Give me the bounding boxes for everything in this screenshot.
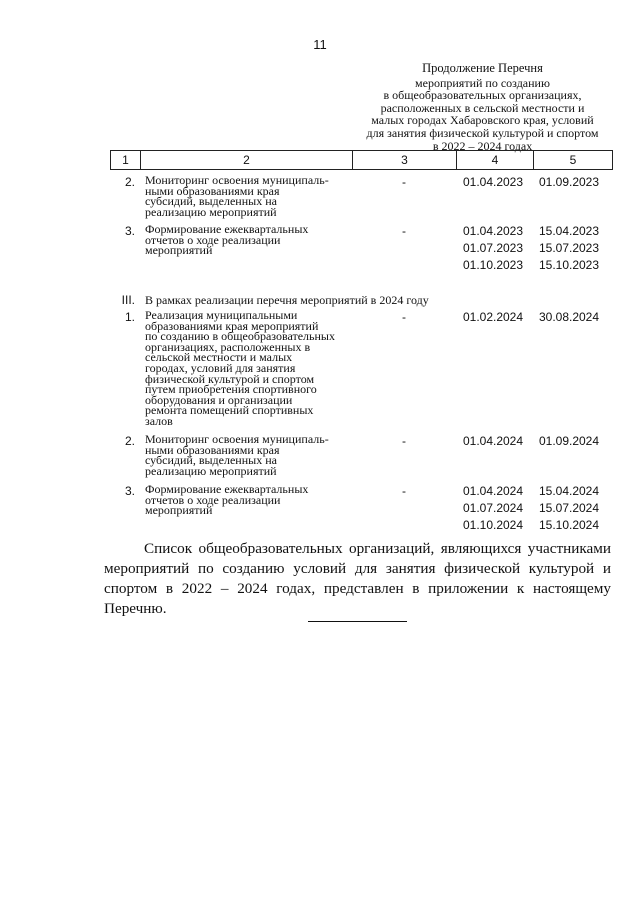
column-number-4: 4 <box>457 151 534 169</box>
start-date: 01.07.2023 <box>462 241 524 255</box>
description-line: путем приобретения спортивного <box>145 382 317 397</box>
column-number-3: 3 <box>353 151 457 169</box>
header-line: в общеобразовательных организациях, <box>383 88 582 103</box>
header-continuation: Продолжение Перечня <box>422 61 543 75</box>
column-number-5: 5 <box>569 153 577 167</box>
column-number-2: 2 <box>141 151 353 169</box>
header-line: расположенных в сельской местности и <box>380 100 585 115</box>
description-line: Формирование ежеквартальных <box>145 482 309 496</box>
description-line: Мониторинг освоения муниципаль- <box>145 432 329 446</box>
description-line: организациях, расположенных в <box>145 339 311 354</box>
end-date: 15.07.2023 <box>538 241 600 255</box>
header-line: в 2022 – 2024 годах <box>432 138 533 153</box>
description-line: образованиями края мероприятий <box>145 318 319 333</box>
page-number: 11 <box>313 37 327 52</box>
description-line: залов <box>145 413 173 428</box>
description-line: Мониторинг освоения муниципаль- <box>145 173 329 187</box>
description-line: субсидий, выделенных на <box>145 453 277 468</box>
start-date: 01.10.2024 <box>462 518 524 532</box>
row-description <box>145 484 360 516</box>
row-description <box>145 434 360 476</box>
row-dash: - <box>402 434 406 448</box>
document-header <box>340 62 625 152</box>
end-date: 15.10.2023 <box>538 258 600 272</box>
end-rule <box>308 621 407 622</box>
description-line: реализацию мероприятий <box>145 463 277 478</box>
row-dash: - <box>402 310 406 324</box>
description-line: Реализация муниципальными <box>145 308 298 322</box>
row-number: 2. <box>124 175 135 189</box>
end-date: 01.09.2024 <box>538 434 600 448</box>
end-date: 15.04.2024 <box>538 484 600 498</box>
description-line: субсидий, выделенных на <box>145 194 277 209</box>
description-line: отчетов о ходе реализации <box>145 232 281 247</box>
column-number-1: 1 <box>111 151 141 169</box>
section-number: III. <box>121 293 135 307</box>
row-number: 3. <box>124 484 135 498</box>
row-dash: - <box>402 175 406 189</box>
description-line: физической культурой и спортом <box>145 371 315 386</box>
start-date: 01.04.2024 <box>462 484 524 498</box>
section-title: В рамках реализации перечня мероприятий в 2024 году <box>145 293 429 307</box>
description-line: городах, условий для занятия <box>145 360 296 375</box>
row-description <box>145 175 360 217</box>
end-date: 15.10.2024 <box>538 518 600 532</box>
row-number: 1. <box>124 310 135 324</box>
description-line: мероприятий <box>145 503 213 518</box>
row-description <box>145 224 360 256</box>
start-date: 01.04.2023 <box>462 224 524 238</box>
start-date: 01.04.2024 <box>462 434 524 448</box>
description-line: Формирование ежеквартальных <box>145 222 309 236</box>
description-line: ными образованиями края <box>145 442 280 457</box>
start-date: 01.10.2023 <box>462 258 524 272</box>
end-date: 01.09.2023 <box>538 175 600 189</box>
start-date: 01.02.2024 <box>462 310 524 324</box>
description-line: отчетов о ходе реализации <box>145 492 281 507</box>
end-date: 30.08.2024 <box>538 310 600 324</box>
end-date: 15.07.2024 <box>538 501 600 515</box>
description-line: ремонта помещений спортивных <box>145 403 314 418</box>
row-dash: - <box>402 484 406 498</box>
row-number: 2. <box>124 434 135 448</box>
closing-paragraph: Список общеобразовательных организаций, являющихся участниками мероприятий по созданию условий для занятия физической культурой и спортом в 2022 – 2024 годах, представлен в приложении к настоящему Перечню. <box>104 540 611 617</box>
header-line: малых городах Хабаровского края, условий <box>371 113 594 128</box>
row-dash: - <box>402 224 406 238</box>
header-line: мероприятий по созданию <box>415 75 550 90</box>
description-line: оборудования и организации <box>145 392 293 407</box>
header-line: для занятия физической культурой и спортом <box>366 125 599 140</box>
end-date: 15.04.2023 <box>538 224 600 238</box>
start-date: 01.04.2023 <box>462 175 524 189</box>
description-line: по созданию в общеобразовательных <box>145 329 335 344</box>
row-number: 3. <box>124 224 135 238</box>
description-line: реализацию мероприятий <box>145 204 277 219</box>
start-date: 01.07.2024 <box>462 501 524 515</box>
table-column-header <box>110 150 613 170</box>
description-line: сельской местности и малых <box>145 350 293 365</box>
description-line: мероприятий <box>145 243 213 258</box>
row-description <box>145 310 360 427</box>
description-line: ными образованиями края <box>145 183 280 198</box>
